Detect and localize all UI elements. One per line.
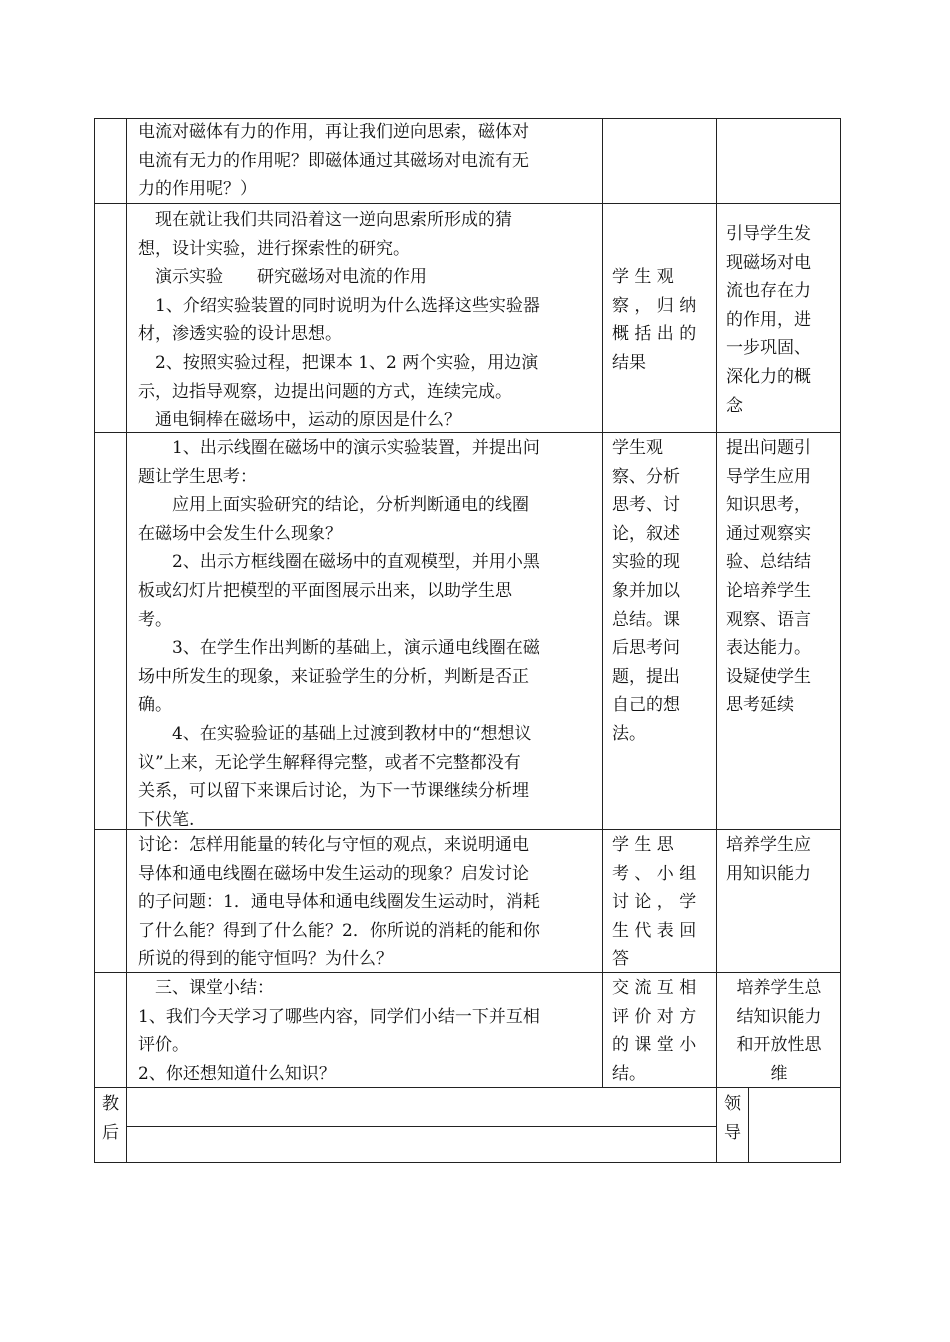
row1-line: 电流有无力的作用呢？即磁体通过其磁场对电流有无 bbox=[138, 150, 529, 171]
row5-line: 三、课堂小结： bbox=[155, 978, 274, 998]
row2-student-text bbox=[612, 263, 708, 377]
row4-student-line: 学 生 思 bbox=[612, 835, 674, 855]
row5-main-text bbox=[138, 974, 594, 1088]
footer-right-char: 导 bbox=[724, 1122, 741, 1143]
row2-purpose-line: 一步巩固、 bbox=[726, 338, 811, 359]
row2-line: 2、按照实验过程，把课本 1、2 两个实验，用边演 bbox=[155, 352, 539, 373]
row4-line: 讨论：怎样用能量的转化与守恒的观点，来说明通电 bbox=[138, 835, 529, 855]
row2-student-line: 结果 bbox=[612, 352, 646, 373]
row5-student-line: 评 价 对 方 bbox=[612, 1006, 697, 1027]
row3-student-line: 实验的现 bbox=[612, 552, 680, 573]
row4-purpose-line: 用知识能力 bbox=[726, 863, 811, 884]
rule-col2 bbox=[602, 118, 603, 1087]
footer-left-char: 后 bbox=[102, 1122, 119, 1143]
row3-student-line: 自己的想 bbox=[612, 695, 680, 716]
row3-student-line: 思考、讨 bbox=[612, 495, 680, 516]
row3-line: 1、出示线圈在磁场中的演示实验装置，并提出问 bbox=[172, 438, 540, 458]
row5-line: 评价。 bbox=[138, 1035, 189, 1056]
row3-line: 3、在学生作出判断的基础上，演示通电线圈在磁 bbox=[172, 638, 540, 659]
row4-student-text bbox=[612, 831, 708, 974]
row5-student-line: 交 流 互 相 bbox=[612, 978, 697, 998]
row5-student-line: 的 课 堂 小 bbox=[612, 1035, 697, 1056]
row2-student-line: 概 括 出 的 bbox=[612, 324, 697, 345]
row4-line: 的子问题：1．通电导体和通电线圈发生运动时，消耗 bbox=[138, 892, 540, 913]
row4-student-line: 考 、 小 组 bbox=[612, 863, 697, 884]
row4-line: 所说的得到的能守恒吗？为什么？ bbox=[138, 949, 393, 970]
row3-student-line: 察、分析 bbox=[612, 466, 680, 487]
row3-purpose-line: 设疑使学生 bbox=[726, 666, 811, 687]
rule-right bbox=[840, 118, 841, 1162]
row2-purpose-line: 深化力的概 bbox=[726, 366, 811, 387]
row4-student-line: 讨 论 ， 学 bbox=[612, 892, 697, 913]
footer-input-bottom[interactable] bbox=[127, 1127, 716, 1162]
row2-purpose-text bbox=[726, 220, 834, 420]
footer-leader-input[interactable] bbox=[749, 1088, 840, 1162]
row3-student-text bbox=[612, 434, 708, 749]
row3-line: 关系，可以留下来课后讨论，为下一节课继续分析埋 bbox=[138, 781, 529, 802]
row3-line: 在磁场中会发生什么现象？ bbox=[138, 523, 342, 544]
row2-student-line: 学 生 观 bbox=[612, 267, 674, 287]
row3-student-line: 象并加以 bbox=[612, 580, 680, 601]
row3-line: 板或幻灯片把模型的平面图展示出来，以助学生思 bbox=[138, 580, 512, 601]
row5-student-line: 结。 bbox=[612, 1063, 646, 1084]
row5-student-text bbox=[612, 974, 708, 1088]
footer-right-label bbox=[717, 1090, 748, 1147]
row2-line: 演示实验 研究磁场对电流的作用 bbox=[155, 267, 427, 288]
footer-right-char: 领 bbox=[724, 1094, 741, 1114]
row2-purpose-line: 的作用，进 bbox=[726, 309, 811, 330]
row5-purpose-text bbox=[722, 974, 836, 1088]
row3-line: 场中所发生的现象，来证验学生的分析，判断是否正 bbox=[138, 666, 529, 687]
row3-student-line: 论，叙述 bbox=[612, 523, 680, 544]
row1-line: 电流对磁体有力的作用，再让我们逆向思索，磁体对 bbox=[138, 122, 529, 142]
row4-main-text bbox=[138, 831, 594, 974]
row3-student-line: 学生观 bbox=[612, 438, 663, 458]
row3-line: 题让学生思考： bbox=[138, 466, 257, 487]
row2-purpose-line: 引导学生发 bbox=[726, 224, 811, 244]
rule-col3 bbox=[716, 118, 717, 1162]
footer-left-label bbox=[95, 1090, 126, 1147]
row2-line: 想，设计实验，进行探索性的研究。 bbox=[138, 238, 410, 259]
row4-line: 导体和通电线圈在磁场中发生运动的现象？启发讨论 bbox=[138, 863, 529, 884]
row2-line: 现在就让我们共同沿着这一逆向思索所形成的猜 bbox=[155, 210, 512, 230]
row2-purpose-line: 念 bbox=[726, 395, 743, 416]
row3-purpose-line: 验、总结结 bbox=[726, 552, 811, 573]
row3-purpose-line: 表达能力。 bbox=[726, 638, 811, 659]
row3-purpose-text bbox=[726, 434, 834, 720]
footer-input-top[interactable] bbox=[127, 1088, 716, 1126]
row3-line: 考。 bbox=[138, 609, 172, 630]
row4-purpose-text bbox=[726, 831, 834, 888]
row3-purpose-line: 观察、语言 bbox=[726, 609, 811, 630]
rule-col1 bbox=[126, 118, 127, 1162]
row4-line: 了什么能？得到了什么能？2．你所说的消耗的能和你 bbox=[138, 920, 540, 941]
footer-left-char: 教 bbox=[102, 1094, 119, 1114]
row5-purpose-line: 培养学生总 bbox=[736, 978, 822, 998]
row5-purpose-line: 维 bbox=[770, 1063, 788, 1084]
row4-purpose-line: 培养学生应 bbox=[726, 835, 811, 855]
row2-line: 通电铜棒在磁场中，运动的原因是什么？ bbox=[155, 410, 461, 431]
row3-purpose-line: 提出问题引 bbox=[726, 438, 811, 458]
row2-line: 1、介绍实验装置的同时说明为什么选择这些实验器 bbox=[155, 295, 540, 316]
row3-student-line: 法。 bbox=[612, 723, 646, 744]
row3-purpose-line: 导学生应用 bbox=[726, 466, 811, 487]
row3-line: 应用上面实验研究的结论，分析判断通电的线圈 bbox=[172, 495, 529, 516]
row2-student-line: 察 ， 归 纳 bbox=[612, 295, 697, 316]
row3-student-line: 总结。课 bbox=[612, 609, 680, 630]
row3-line: 确。 bbox=[138, 695, 172, 716]
row5-purpose-line: 和开放性思 bbox=[736, 1035, 822, 1056]
row3-purpose-line: 思考延续 bbox=[726, 695, 794, 716]
row1-main-text bbox=[138, 118, 594, 204]
row2-line: 示，边指导观察，边提出问题的方式，连续完成。 bbox=[138, 381, 512, 402]
row3-purpose-line: 论培养学生 bbox=[726, 580, 811, 601]
row3-line: 议”上来，无论学生解释得完整，或者不完整都没有 bbox=[138, 752, 521, 773]
row3-line: 下伏笔. bbox=[138, 809, 195, 830]
row3-line: 2、出示方框线圈在磁场中的直观模型，并用小黑 bbox=[172, 552, 540, 573]
row2-main-text bbox=[138, 206, 594, 435]
row1-line: 力的作用呢？） bbox=[138, 179, 257, 200]
row4-student-line: 答 bbox=[612, 949, 629, 970]
row3-purpose-line: 知识思考， bbox=[726, 495, 811, 516]
row3-student-line: 题，提出 bbox=[612, 666, 680, 687]
row2-purpose-line: 现磁场对电 bbox=[726, 252, 811, 273]
row5-line: 2、你还想知道什么知识？ bbox=[138, 1063, 336, 1084]
row5-line: 1、我们今天学习了哪些内容，同学们小结一下并互相 bbox=[138, 1006, 540, 1027]
row4-student-line: 生 代 表 回 bbox=[612, 920, 697, 941]
row3-purpose-line: 通过观察实 bbox=[726, 523, 811, 544]
row3-line: 4、在实验验证的基础上过渡到教材中的“想想议 bbox=[172, 723, 532, 744]
row5-purpose-line: 结知识能力 bbox=[736, 1006, 822, 1027]
rule-left bbox=[94, 118, 95, 1162]
row2-purpose-line: 流也存在力 bbox=[726, 281, 811, 302]
row3-student-line: 后思考问 bbox=[612, 638, 680, 659]
row3-main-text bbox=[138, 434, 594, 834]
row2-line: 材，渗透实验的设计思想。 bbox=[138, 324, 342, 345]
rule-bottom bbox=[94, 1162, 841, 1163]
